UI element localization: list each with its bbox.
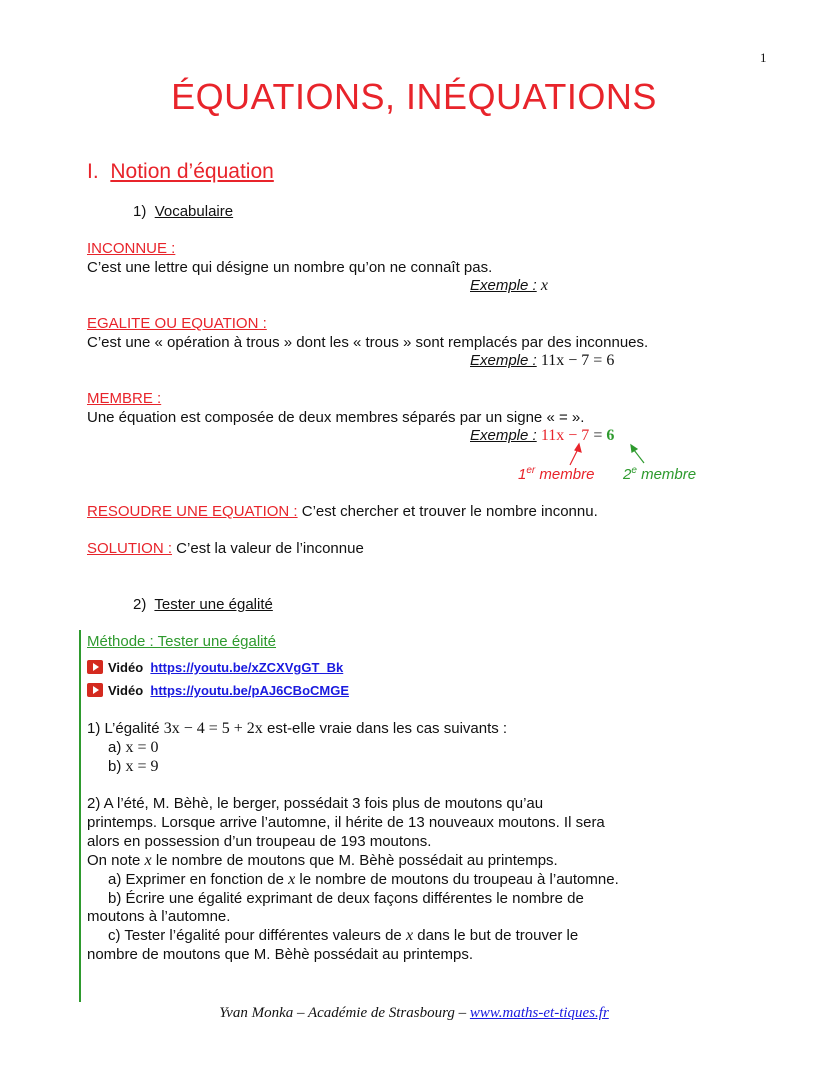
first-member-math: 11x − 7 — [540, 427, 590, 444]
example-label: Exemple : — [470, 352, 537, 369]
method-title: Méthode : Tester une égalité — [87, 633, 277, 650]
equals-sign: = — [589, 427, 607, 444]
page-number: 1 — [760, 50, 767, 65]
video-label: Vidéo — [108, 660, 144, 675]
page-title: ÉQUATIONS, INÉQUATIONS — [171, 76, 657, 117]
solution-label: SOLUTION : — [87, 540, 173, 557]
exercise-2-question-b-cont: moutons à l’automne. — [87, 908, 231, 925]
section-number: I. — [87, 160, 99, 183]
egalite-example — [470, 352, 614, 370]
footer-link[interactable]: www.maths-et-tiques.fr — [469, 1005, 609, 1021]
exercise-1-statement: 1) L’égalité 3x − 4 = 5 + 2x est-elle vraie dans les cas suivants : — [87, 720, 508, 737]
membre-text: Une équation est composée de deux membres séparés par un signe « = ». — [87, 409, 585, 426]
resoudre-line — [87, 503, 598, 520]
membre-label: MEMBRE : — [87, 390, 162, 407]
exercise-1-case-b: b) x = 9 — [108, 758, 159, 775]
second-member-arrow — [631, 445, 644, 463]
subsection-number: 1) — [133, 203, 147, 220]
exercise-1-case-a: a) x = 0 — [108, 739, 159, 756]
second-member-caption: 2e membre — [623, 465, 697, 483]
solution-line — [87, 540, 364, 557]
exercise-1-equation: 3x − 4 = 5 + 2x — [163, 720, 263, 737]
exercise-2-question-a: a) Exprimer en fonction de x le nombre de moutons du troupeau à l’automne. — [108, 871, 619, 888]
first-member-arrow — [570, 444, 581, 465]
section-title: Notion d’équation — [110, 160, 274, 183]
subsection-number: 2) — [133, 596, 147, 613]
example-label: Exemple : — [470, 277, 537, 294]
solution-text: C’est la valeur de l’inconnue — [172, 540, 364, 557]
video-label: Vidéo — [108, 683, 144, 698]
method-left-border — [79, 630, 81, 1002]
second-member-math: 6 — [606, 427, 615, 444]
example-math: x — [540, 277, 548, 294]
resoudre-label: RESOUDRE UNE EQUATION : — [87, 503, 298, 520]
inconnue-example — [470, 277, 548, 295]
subsection-vocabulaire — [133, 203, 233, 220]
exercise-2-question-b: b) Écrire une égalité exprimant de deux façons différentes le nombre de — [108, 890, 584, 907]
video-url[interactable]: https://youtu.be/pAJ6CBoCMGE — [150, 683, 350, 698]
exercise-2-line-4: On note x le nombre de moutons que M. Bèhè possédait au printemps. — [87, 852, 558, 869]
first-member-caption: 1er membre — [518, 465, 595, 483]
egalite-label: EGALITE OU EQUATION : — [87, 315, 267, 332]
video-link-2[interactable] — [87, 683, 349, 698]
footer — [0, 1005, 828, 1022]
subsection-title: Tester une égalité — [154, 596, 273, 613]
section-heading — [87, 160, 274, 184]
video-url[interactable]: https://youtu.be/xZCXVgGT_Bk — [150, 660, 344, 675]
example-math: 11x − 7 = 6 — [540, 352, 615, 369]
exercise-2-line-1: 2) A l’été, M. Bèhè, le berger, possédait 3 fois plus de moutons qu’au — [87, 795, 544, 812]
resoudre-text: C’est chercher et trouver le nombre inconnu. — [297, 503, 598, 520]
exercise-2-question-c: c) Tester l’égalité pour différentes valeurs de x dans le but de trouver le — [108, 927, 579, 944]
exercise-2-line-3: alors en possession d’un troupeau de 193 moutons. — [87, 833, 432, 850]
subsection-title: Vocabulaire — [154, 203, 234, 220]
play-video-icon[interactable] — [87, 660, 103, 674]
inconnue-text: C’est une lettre qui désigne un nombre qu’on ne connaît pas. — [87, 259, 493, 276]
video-link-1[interactable] — [87, 660, 343, 675]
inconnue-label: INCONNUE : — [87, 240, 176, 257]
footer-text: Yvan Monka – Académie de Strasbourg – — [219, 1005, 470, 1021]
exercise-2-question-c-cont: nombre de moutons que M. Bèhè possédait au printemps. — [87, 946, 474, 963]
exercise-2-line-2: printemps. Lorsque arrive l’automne, il hérite de 13 nouveaux moutons. Il sera — [87, 814, 605, 831]
subsection-tester — [133, 596, 273, 613]
play-video-icon[interactable] — [87, 683, 103, 697]
egalite-text: C’est une « opération à trous » dont les « trous » sont remplacés par des inconnues. — [87, 334, 649, 351]
example-label: Exemple : — [470, 427, 537, 444]
